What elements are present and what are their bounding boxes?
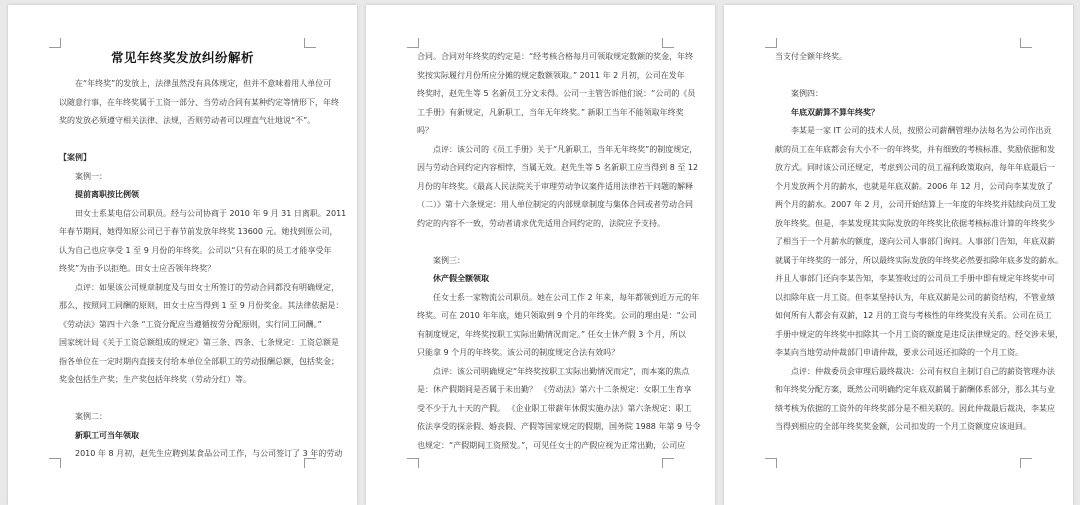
text-line: 手册中规定的年终奖中扣除其一个月工资的额度是违反法律规定的。经交涉未果，: [775, 329, 1063, 339]
text-line: 年春节期间，她得知原公司已于春节前发放年终奖 13600 元。她找到原公司，: [59, 227, 338, 236]
text-line: 绩考核为依据的工资外的年终奖部分是不相关联的。因此仲裁最后裁决，李某应: [775, 403, 1055, 413]
blank-line: [775, 67, 1025, 86]
blank-line: [59, 390, 309, 409]
text-line: 点评：仲裁委员会审理后最终裁决：公司有权自主制订自己的薪资管理办法: [791, 366, 1055, 376]
section-heading: 年底双薪算不算年终奖？: [791, 107, 879, 117]
text-line: 任女士系一家物流公司职员。她在公司工作 2 年来，每年都领到近万元的年: [433, 292, 700, 302]
text-line: 月份的年终奖。《最高人民法院关于审理劳动争议案件适用法律若干问题的解释: [417, 181, 693, 191]
case-label: 案例三：: [433, 255, 465, 265]
text-line: 在“年终奖”的发放上，法律虽然没有具体规定，但并不意味着用人单位可: [75, 79, 332, 88]
text-line: 2010 年 8 月初，赵先生应聘到某食品公司工作，与公司签订了 3 年的劳动: [75, 449, 343, 458]
case-label: 案例一：: [75, 171, 107, 181]
text-line: 那么，按照同工同酬的原则，田女士应当得到 1 至 9 月份奖金。其法律依据是：: [59, 301, 344, 310]
text-line: 和年终奖分配方案，既然公司明确约定年底双薪属于薪酬体系部分，那么其与业: [775, 385, 1055, 394]
case-section-label: 【案例】: [59, 153, 91, 162]
text-line: 吗？: [417, 126, 433, 135]
text-line: 献的员工在年底都会有大小不一的年终奖，并有细致的考核标准、奖励依据和发: [775, 144, 1055, 154]
text-line: 以扣除年底一月工资。但李某坚持认为，年底双薪是公司的薪资结构，不管业绩: [775, 292, 1055, 302]
text-line: 以随意行事，在年终奖属于工资一部分、当劳动合同有某种约定等情形下，年终: [59, 97, 339, 107]
document-page-3: [724, 5, 1073, 505]
text-line: 《劳动法》第四十六条 “工资分配应当遵循按劳分配原则，实行同工同酬。”: [59, 319, 322, 329]
text-line: 了相当于一个月薪水的额度，遂向公司人事部门询问。人事部门告知，年底双薪: [775, 237, 1055, 246]
text-line: 放方式。同时该公司还规定，考虑到公司的员工福利政策取向，每年年底最后一: [775, 163, 1055, 172]
text-line: 点评：该公司明确规定“年终奖按职工实际出勤情况而定”，而本案的焦点: [433, 366, 690, 376]
page-body[interactable]: [417, 48, 701, 455]
text-line: 并且人事部门还向李某告知，李某签收过的公司员工手册中即有规定年终奖中可: [775, 274, 1055, 283]
text-line: 终奖时，赵先生等 5 名新员工分文未得。公司一主管告诉他们说：“公司的《员: [417, 89, 696, 98]
margin-corner-mark: [49, 38, 61, 48]
section-heading: 提前离职按比例领: [75, 190, 139, 199]
text-line: 奖金包括生产奖；生产奖包括年终奖（劳动分红）等。: [59, 375, 251, 384]
text-line: 依法享受的探亲假、婚丧假、产假等国家规定的假期，国务院 1988 年第 9 号令: [417, 422, 701, 431]
margin-corner-mark: [407, 458, 419, 468]
case-label: 案例四：: [791, 89, 823, 98]
text-line: 个月发放两个月的薪水，也就是年底双薪。2006 年 12 月，公司向李某发放了: [775, 181, 1054, 191]
text-line: 两个月的薪水。2007 年 2 月，公司开始结算上一年度的年终奖并陆续向员工发: [775, 200, 1057, 209]
margin-corner-mark: [407, 38, 419, 48]
text-line: 放年终奖。但是，李某发现其实际发放的年终奖比依据考核标准计算的年终奖少: [775, 218, 1055, 228]
margin-corner-mark: [304, 38, 316, 48]
text-line: 终奖。可在 2010 年年底，她只领取到 9 个月的年终奖。公司的理由是：“公司: [417, 311, 697, 320]
margin-corner-mark: [1020, 38, 1032, 48]
margin-corner-mark: [765, 458, 777, 468]
text-line: 合同。合同对年终奖的约定是：“经考核合格每月可领取规定数额的奖金，年终: [417, 52, 694, 61]
margin-corner-mark: [765, 38, 777, 48]
text-line: 指各单位在一定时期内直接支付给本单位全部职工的劳动报酬总额，包括奖金；: [59, 356, 339, 366]
text-line: 是：休产假期间是否属于未出勤？ 《劳动法》第六十二条规定：女职工生育享: [417, 385, 692, 394]
text-line: 当支付全额年终奖。: [775, 52, 847, 61]
text-line: 李某是一家 IT 公司的技术人员，按照公司薪酬管理办法每名为公司作出贡: [791, 126, 1052, 135]
text-line: 终奖”为由予以拒绝。田女士应否领年终奖？: [59, 264, 216, 273]
margin-corner-mark: [662, 38, 674, 48]
text-line: 因与劳动合同约定内容相悖，当属无效。赵先生等 5 名新职工应当得到 8 至 12: [417, 163, 699, 172]
section-heading: 休产假全额领取: [433, 274, 489, 283]
text-line: 认为自己也应享受 1 至 9 月份的年终奖。公司以“只有在职的员工才能享受年: [59, 245, 332, 255]
blank-line: [417, 233, 667, 252]
document-page-2: [366, 5, 715, 505]
text-line: 工手册》有新规定，凡新职工，当年无年终奖。” 新职工当年不能领取年终奖: [417, 107, 684, 117]
text-line: 有制度规定，年终奖按职工实际出勤情况而定。” 任女士休产假 3 个月，所以: [417, 329, 686, 339]
text-line: 国家统计局《关于工资总额组成的规定》第三条、四条、七条规定：工资总额是: [59, 338, 339, 347]
text-line: 约定的内容不一致，劳动者请求优先适用合同约定的，法院应予支持。: [417, 218, 665, 228]
margin-corner-mark: [662, 458, 674, 468]
text-line: 点评：该公司的《员工手册》关于“凡新职工，当年无年终奖”的制度规定，: [433, 144, 698, 154]
text-line: 只能拿 9 个月的年终奖。该公司的制度规定合法有效吗？: [417, 348, 620, 357]
text-line: （二）》第十六条规定：用人单位制定的内部规章制度与集体合同或者劳动合同: [417, 200, 693, 209]
blank-line: [59, 131, 309, 150]
case-label: 案例二：: [75, 412, 107, 421]
text-line: 李某向当地劳动仲裁部门申请仲裁，要求公司返还扣除的一个月工资。: [775, 348, 1023, 357]
text-line: 就属于年终奖的一部分，所以最终实际发放的年终奖必然要扣除年底多发的薪水。: [775, 255, 1063, 265]
text-line: 奖的发放必须遵守相关法律、法规，否则劳动者可以理直气壮地说“不”。: [59, 116, 316, 125]
text-line: 点评：如果该公司规章制度及与田女士所签订的劳动合同都没有明确规定，: [75, 282, 339, 292]
text-line: 奖按实际履行月份所应分摊的规定数额领取。” 2011 年 2 月初，公司在发年: [417, 70, 685, 80]
text-line: 受不少于九十天的产假。 《企业职工带薪年休假实施办法》第六条规定：职工: [417, 403, 692, 413]
document-page-1: [8, 5, 357, 505]
document-title: 常见年终奖发放纠纷解析: [110, 50, 254, 65]
section-heading: 新职工可当年领取: [75, 430, 139, 440]
text-line: 当得到相应的全部年终奖奖金额，公司扣发的一个月工资额度应该退回。: [775, 422, 1031, 431]
page-body[interactable]: [775, 48, 1063, 437]
page-body[interactable]: [59, 75, 347, 464]
margin-corner-mark: [1020, 458, 1032, 468]
text-line: 也规定：“产假期间工资照发。”，可见任女士的产假应视为正常出勤，公司应: [417, 440, 686, 450]
text-line: 田女士系某电信公司职员。经与公司协商于 2010 年 9 月 31 日离职。2011: [75, 208, 347, 218]
text-line: 如何所有人都会有双薪，12 月的工资与考核性的年终奖没有关系。公司在员工: [775, 311, 1052, 320]
